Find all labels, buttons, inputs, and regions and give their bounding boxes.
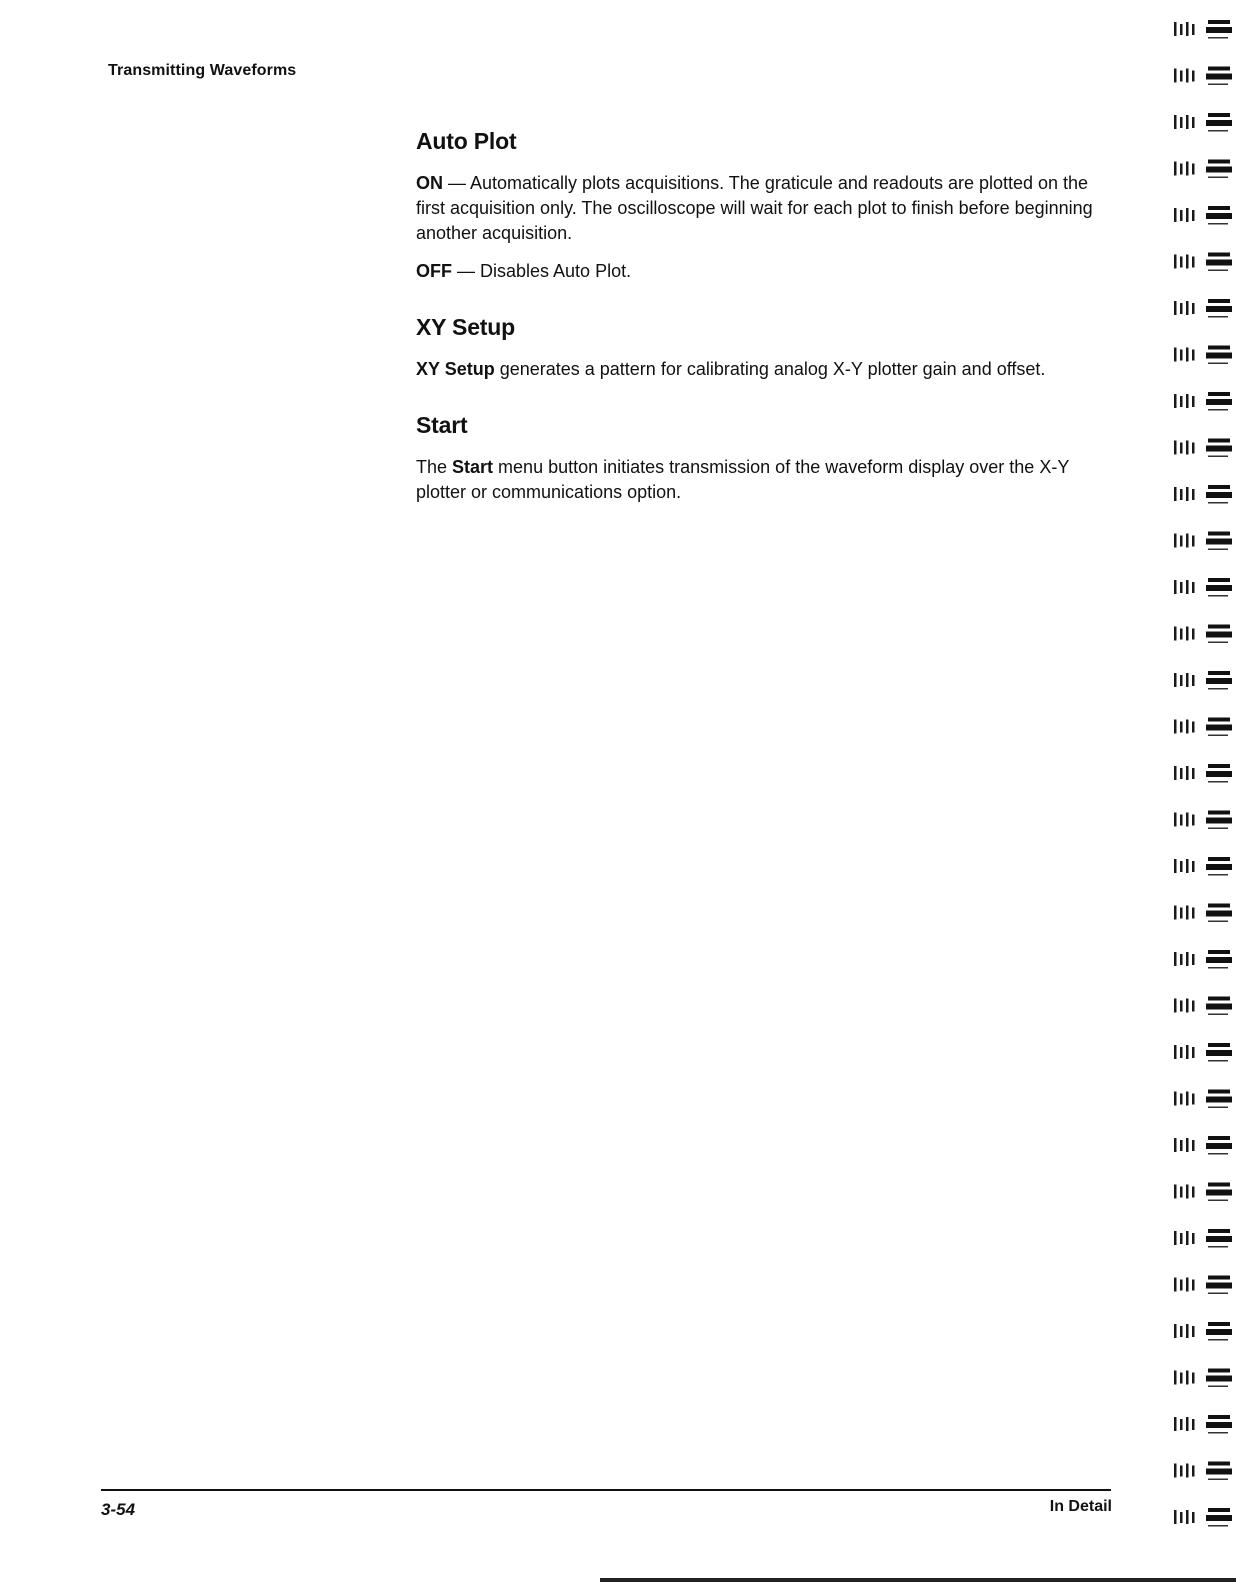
edge-tab-mark bbox=[1174, 764, 1232, 783]
edge-tab-mark bbox=[1174, 1508, 1232, 1527]
edge-tab-mark bbox=[1174, 1090, 1232, 1109]
edge-tab-mark bbox=[1174, 1276, 1232, 1295]
edge-tab-mark bbox=[1174, 1043, 1232, 1062]
paragraph-start bbox=[416, 455, 1116, 505]
running-header: Transmitting Waveforms bbox=[108, 62, 297, 79]
edge-tab-mark bbox=[1174, 578, 1232, 597]
heading-start: Start bbox=[416, 412, 468, 438]
section-auto-plot bbox=[416, 128, 1116, 284]
edge-tab-mark bbox=[1174, 671, 1232, 690]
text-start-before: The bbox=[416, 457, 453, 477]
edge-tab-mark bbox=[1174, 625, 1232, 644]
edge-tab-mark bbox=[1174, 1136, 1232, 1155]
edge-tab-mark bbox=[1174, 206, 1232, 225]
edge-tab-mark bbox=[1174, 299, 1232, 318]
edge-tab-mark bbox=[1174, 67, 1232, 86]
edge-tab-mark bbox=[1174, 1462, 1232, 1481]
index-tab-edge bbox=[1168, 0, 1236, 1588]
edge-tab-mark bbox=[1174, 532, 1232, 551]
section-xy-setup bbox=[416, 314, 1116, 382]
text-on: — Automatically plots acquisitions. The graticule and readouts are plotted on the first acquisition only. The oscilloscope will wait for each plot to finish before beginning another acquisition. bbox=[416, 173, 1093, 243]
term-off: OFF bbox=[416, 261, 452, 281]
edge-tab-mark bbox=[1174, 1369, 1232, 1388]
edge-tab-mark bbox=[1174, 439, 1232, 458]
edge-tab-mark bbox=[1174, 950, 1232, 969]
paragraph-xy-setup bbox=[416, 357, 1116, 382]
paragraph-off bbox=[416, 259, 1116, 284]
edge-tab-mark bbox=[1174, 20, 1232, 39]
edge-tab-mark bbox=[1174, 1322, 1232, 1341]
edge-tab-mark bbox=[1174, 160, 1232, 179]
paragraph-on bbox=[416, 171, 1116, 246]
edge-tab-mark bbox=[1174, 811, 1232, 830]
heading-xy-setup: XY Setup bbox=[416, 314, 515, 340]
page-body bbox=[416, 128, 1116, 518]
footer-section-title: In Detail bbox=[1049, 1498, 1112, 1515]
edge-tab-mark bbox=[1174, 1183, 1232, 1202]
term-start: Start bbox=[452, 457, 494, 477]
edge-tab-mark bbox=[1174, 346, 1232, 365]
edge-tab-mark bbox=[1174, 857, 1232, 876]
scan-edge-line bbox=[600, 1578, 1236, 1582]
text-off: — Disables Auto Plot. bbox=[452, 261, 632, 281]
edge-tab-mark bbox=[1174, 113, 1232, 132]
edge-tab-mark bbox=[1174, 718, 1232, 737]
section-start bbox=[416, 412, 1116, 505]
text-start: menu button initiates transmission of the waveform display over the X-Y plotter or communications option. bbox=[416, 457, 1069, 502]
edge-tab-mark bbox=[1174, 253, 1232, 272]
edge-tab-mark bbox=[1174, 392, 1232, 411]
edge-tab-mark bbox=[1174, 485, 1232, 504]
term-xy-setup: XY Setup bbox=[416, 359, 495, 379]
edge-tab-mark bbox=[1174, 997, 1232, 1016]
edge-tab-mark bbox=[1174, 1415, 1232, 1434]
page-number: 3-54 bbox=[101, 1500, 136, 1519]
text-xy-setup: generates a pattern for calibrating analog X-Y plotter gain and offset. bbox=[494, 359, 1046, 379]
edge-tab-mark bbox=[1174, 904, 1232, 923]
heading-auto-plot: Auto Plot bbox=[416, 128, 517, 154]
footer-rule bbox=[101, 1489, 1111, 1491]
edge-tab-mark bbox=[1174, 1229, 1232, 1248]
term-on: ON bbox=[416, 173, 443, 193]
